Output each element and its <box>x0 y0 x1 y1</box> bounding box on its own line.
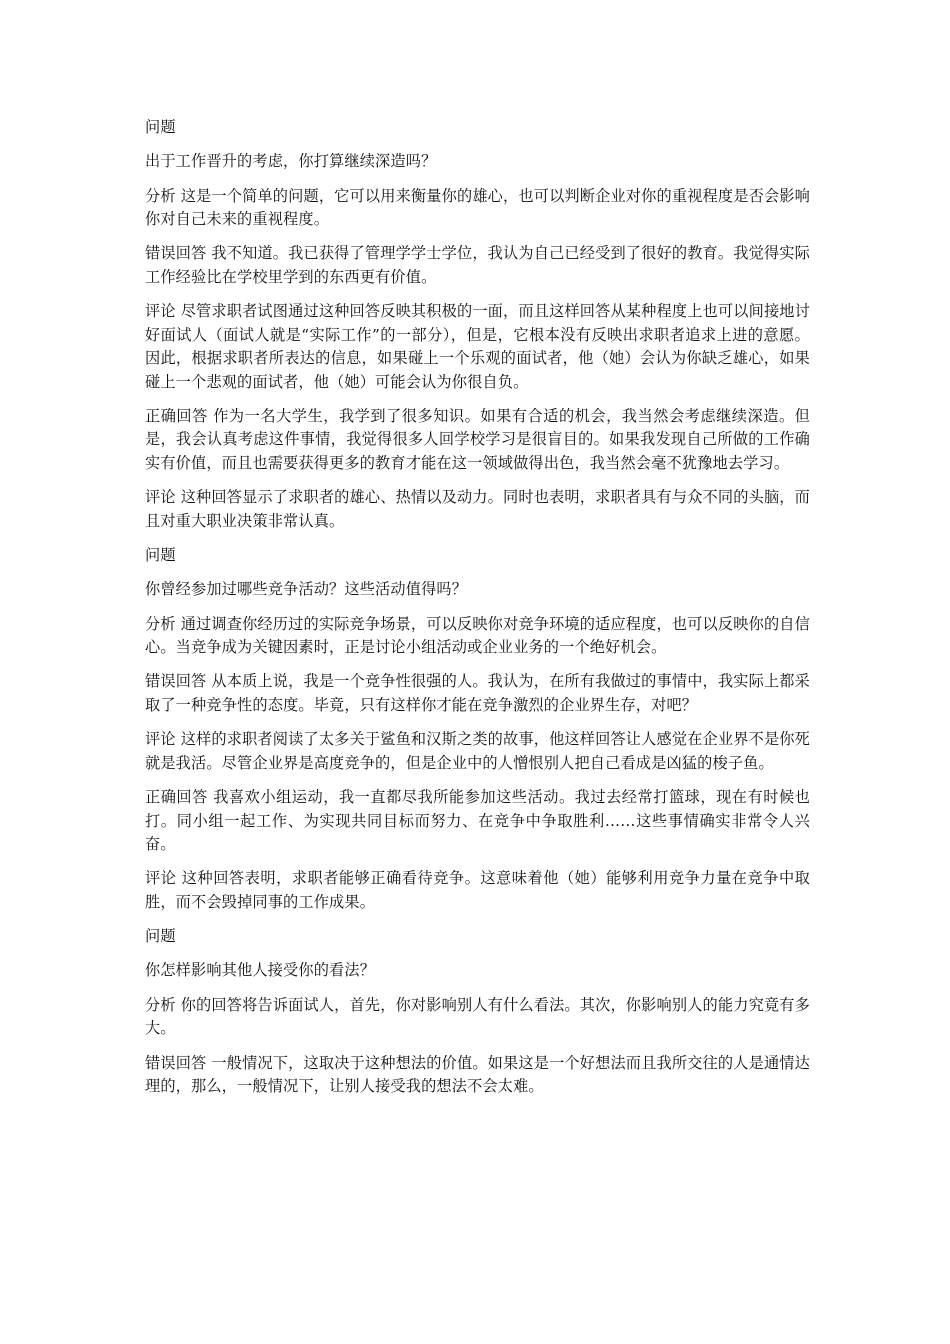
analysis-3: 分析 你的回答将告诉面试人，首先，你对影响别人有什么看法。其次，你影响别人的能力究竟有多大。 <box>145 995 810 1038</box>
correct-answer-1: 正确回答 作为一名大学生，我学到了很多知识。如果有合适的机会，我当然会考虑继续深造。但是，我会认真考虑这件事情，我觉得很多人回学校学习是很盲目的。如果我发现自己所做的工作确实有价值，而且也需要获得更多的教育才能在这一领域做得出色，我当然会毫不犹豫地去学习。 <box>145 406 810 472</box>
comment-1b: 评论 这种回答显示了求职者的雄心、热情以及动力。同时也表明，求职者具有与众不同的头脑，而且对重大职业决策非常认真。 <box>145 488 810 530</box>
comment-1a: 评论 尽管求职者试图通过这种回答反映其积极的一面，而且这样回答从某种程度上也可以间接地讨好面试人（面试人就是“实际工作”的一部分），但是，它根本没有反映出求职者追求上进的意愿。因此，根据求职者所表达的信息，如果碰上一个乐观的面试者，他（她）会认为你缺乏雄心，如果碰上一个悲观的面试者，他（她）可能会认为你很自负。 <box>145 302 810 391</box>
question-heading-2: 问题 <box>145 546 176 565</box>
wrong-answer-3: 错误回答 一般情况下，这取决于这种想法的价值。如果这是一个好想法而且我所交往的人是通情达理的，那么，一般情况下，让别人接受我的想法不会太难。 <box>145 1053 810 1096</box>
correct-answer-2: 正确回答 我喜欢小组运动，我一直都尽我所能参加这些活动。我过去经常打篮球，现在有时候也打。同小组一起工作、为实现共同目标而努力、在竞争中争取胜利……这些事情确实非常令人兴奋。 <box>145 788 810 854</box>
question-text-2: 你曾经参加过哪些竞争活动？这些活动值得吗？ <box>145 580 468 599</box>
wrong-answer-2: 错误回答 从本质上说，我是一个竞争性很强的人。我认为，在所有我做过的事情中，我实际上都采取了一种竞争性的态度。毕竟，只有这样你才能在竞争激烈的企业界生存，对吧？ <box>145 672 810 714</box>
analysis-1: 分析 这是一个简单的问题，它可以用来衡量你的雄心，也可以判断企业对你的重视程度是否会影响你对自己未来的重视程度。 <box>145 186 810 229</box>
comment-2b: 评论 这种回答表明，求职者能够正确看待竞争。这意味着他（她）能够利用竞争力量在竞争中取胜，而不会毁掉同事的工作成果。 <box>145 869 810 911</box>
question-heading-3: 问题 <box>145 927 176 946</box>
document-page <box>145 116 810 1109</box>
analysis-2: 分析 通过调查你经历过的实际竞争场景，可以反映你对竞争环境的适应程度，也可以反映你的自信心。当竞争成为关键因素时，正是讨论小组活动或企业业务的一个绝好机会。 <box>145 614 810 657</box>
question-text-3: 你怎样影响其他人接受你的看法？ <box>145 961 376 980</box>
question-heading-1: 问题 <box>145 118 176 136</box>
question-text-1: 出于工作晋升的考虑，你打算继续深造吗？ <box>145 152 437 171</box>
wrong-answer-1: 错误回答 我不知道。我已获得了管理学学士学位，我认为自己已经受到了很好的教育。我觉得实际工作经验比在学校里学到的东西更有价值。 <box>145 244 810 286</box>
comment-2a: 评论 这样的求职者阅读了太多关于鲨鱼和汉斯之类的故事，他这样回答让人感觉在企业界不是你死就是我活。尽管企业界是高度竞争的，但是企业中的人憎恨别人把自己看成是凶猛的梭子鱼。 <box>145 730 810 772</box>
